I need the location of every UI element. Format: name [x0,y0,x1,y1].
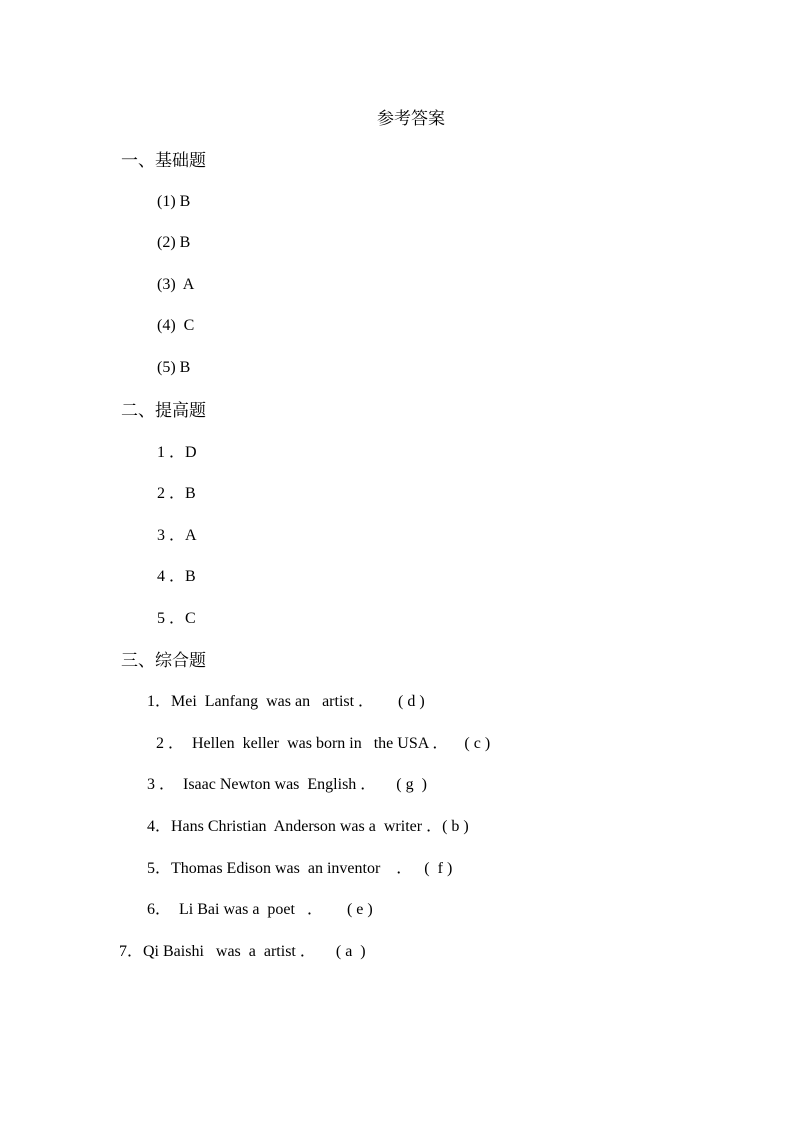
section-heading-basic: 一、基础题 [121,151,206,171]
answer-item: (3) A [157,276,195,293]
section-heading-advanced: 二、提高题 [121,401,206,421]
answer-item: 5 ．C [157,610,196,627]
answer-item: 7．Qi Baishi was a artist ． ( a ) [119,943,366,960]
answer-item: 5．Thomas Edison was an inventor ． ( f ) [147,860,453,877]
page-title: 参考答案 [377,109,445,129]
answer-item: 1．Mei Lanfang was an artist ． ( d ) [147,693,425,710]
answer-item: (2) B [157,234,191,251]
answer-item: 1 ．D [157,444,197,461]
answer-item: 3 ．A [157,527,197,544]
answer-item: 4 ．B [157,568,196,585]
answer-item: 4．Hans Christian Anderson was a writer ．( b ) [147,818,469,835]
answer-item: 3 ． Isaac Newton was English ． ( g ) [147,776,427,793]
answer-item: (5) B [157,359,191,376]
section-heading-comprehensive: 三、综合题 [121,651,206,671]
answer-item: (1) B [157,193,191,210]
answer-item: 2 ．B [157,485,196,502]
answer-item: 6． Li Bai was a poet ． ( e ) [147,901,373,918]
answer-item: 2 ． Hellen keller was born in the USA ． ( c ) [156,735,491,752]
answer-item: (4) C [157,317,195,334]
